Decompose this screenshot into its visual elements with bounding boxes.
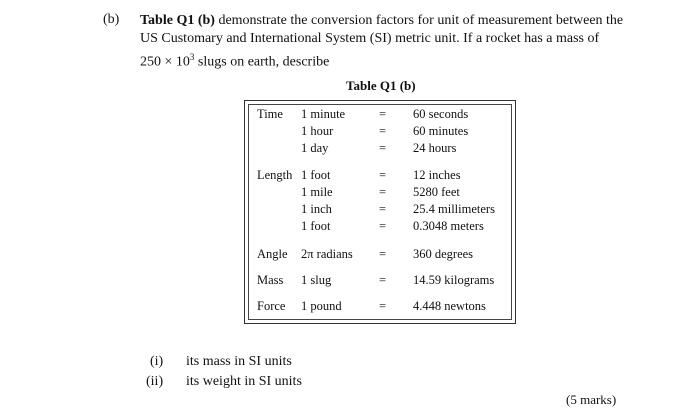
table-equals: =	[379, 273, 387, 287]
table-unit: 1 hour	[301, 124, 334, 138]
table-category: Force	[257, 299, 286, 313]
question-line-1-rest: demonstrate the conversion factors for unit of measurement between the	[214, 13, 624, 28]
table-value: 360 degrees	[413, 247, 474, 261]
table-equals: =	[379, 247, 387, 261]
table-category: Time	[257, 107, 283, 121]
table-unit: 1 inch	[301, 202, 332, 216]
table-unit: 1 foot	[301, 219, 331, 233]
table-equals: =	[379, 219, 387, 233]
question-line-2: US Customary and International System (SI) metric unit. If a rocket has a mass of	[140, 31, 600, 46]
question-text	[140, 12, 630, 72]
conversion-table	[244, 100, 516, 324]
table-unit: 1 foot	[301, 168, 331, 182]
subquestion-label: (ii)	[146, 374, 164, 389]
table-unit: 1 slug	[301, 273, 332, 287]
question-line-3-rest: slugs on earth, describe	[194, 54, 330, 70]
table-unit: 1 day	[301, 141, 329, 155]
table-reference: Table Q1 (b)	[140, 13, 215, 28]
table-equals: =	[379, 124, 387, 138]
mass-exponent: 3	[189, 52, 195, 62]
table-equals: =	[379, 141, 387, 155]
table-equals: =	[379, 168, 387, 182]
table-equals: =	[379, 202, 387, 216]
table-unit: 2π radians	[301, 247, 353, 261]
subquestion-text: its mass in SI units	[186, 354, 292, 369]
table-category: Mass	[257, 273, 284, 287]
table-unit: 1 minute	[301, 107, 346, 121]
table-value: 24 hours	[413, 141, 457, 155]
question-label: (b)	[103, 12, 120, 27]
table-value: 14.59 kilograms	[413, 273, 495, 287]
question-line-1	[140, 12, 630, 30]
marks-allocation: (5 marks)	[566, 392, 617, 407]
mass-value: 250 × 10	[140, 54, 190, 70]
table-unit: 1 mile	[301, 185, 333, 199]
table-value: 4.448 newtons	[413, 299, 486, 313]
table-value: 5280 feet	[413, 185, 460, 199]
table-category: Angle	[257, 247, 288, 261]
table-equals: =	[379, 107, 387, 121]
table-caption: Table Q1 (b)	[346, 78, 416, 93]
table-value: 0.3048 meters	[413, 219, 484, 233]
table-category: Length	[257, 168, 293, 182]
subquestion-text: its weight in SI units	[186, 374, 302, 389]
table-unit: 1 pound	[301, 299, 342, 313]
table-value: 12 inches	[413, 168, 461, 182]
table-value: 60 minutes	[413, 124, 469, 138]
table-equals: =	[379, 185, 387, 199]
subquestion-label: (i)	[150, 354, 164, 369]
question-line-3	[140, 48, 630, 72]
table-equals: =	[379, 299, 387, 313]
table-value: 25.4 millimeters	[413, 202, 495, 216]
table-value: 60 seconds	[413, 107, 469, 121]
